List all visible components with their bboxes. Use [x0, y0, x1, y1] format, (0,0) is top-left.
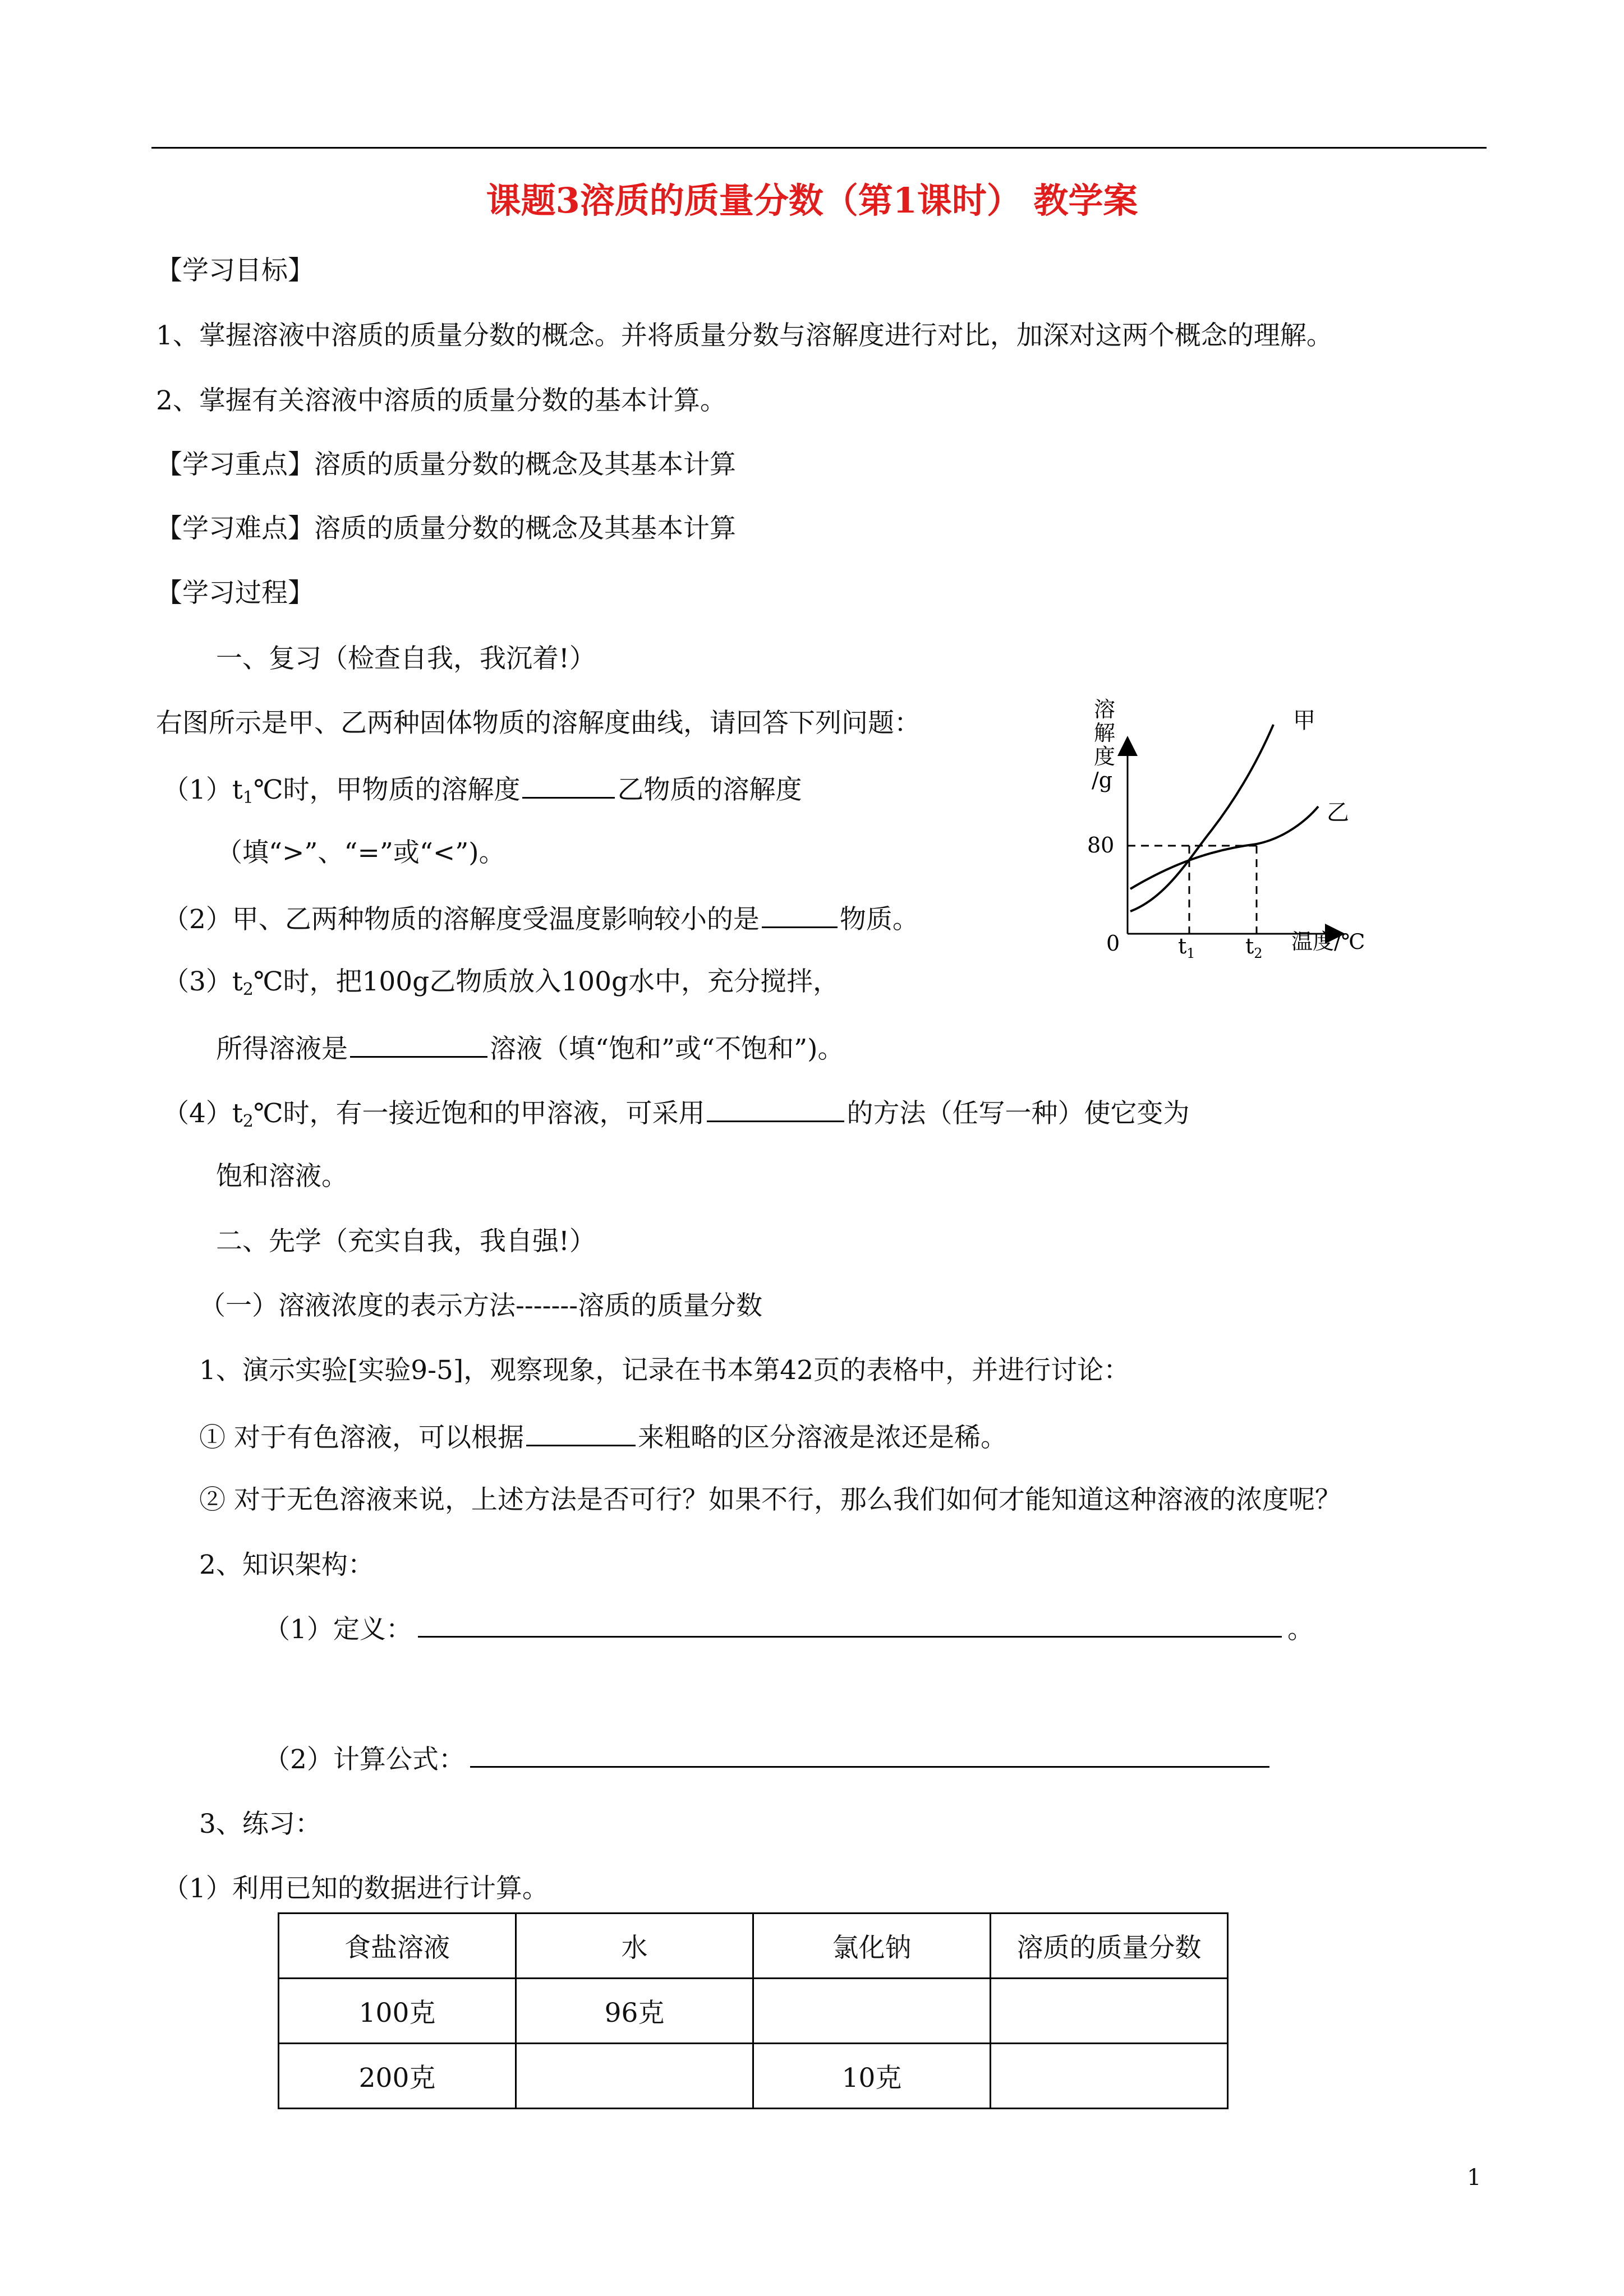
definition-blank[interactable]: [418, 1636, 1282, 1638]
objectives-heading: 【学习目标】: [156, 255, 314, 286]
practice-1: （1）利用已知的数据进行计算。: [163, 1873, 549, 1904]
experiment-question-b: ② 对于无色溶液来说，上述方法是否可行？如果不行，那么我们如何才能知道这种溶液的浓度呢？: [199, 1484, 1341, 1515]
answer-blank-2[interactable]: [762, 902, 838, 928]
review-intro: 右图所示是甲、乙两种固体物质的溶解度曲线，请回答下列问题：: [156, 708, 921, 739]
curve-yi-label: 乙: [1327, 800, 1349, 826]
experiment-question-a: ① 对于有色溶液，可以根据 来粗略的区分溶液是浓还是稀。: [199, 1420, 1007, 1454]
definition-end: 。: [1287, 1614, 1314, 1645]
answer-blank-3[interactable]: [350, 1031, 487, 1058]
question-1: $(1)t_1℃$时，甲物质的溶解度 乙物质的溶解度: [163, 772, 802, 814]
objective-2: 2、掌握有关溶液中溶质的质量分数的基本计算。: [156, 385, 726, 416]
process-heading: 【学习过程】: [156, 578, 314, 608]
key-point-label: 【学习重点】: [156, 449, 314, 480]
y-label-char-2: 解: [1094, 721, 1116, 745]
calculation-table: [278, 1912, 1229, 2109]
difficulty-text: 溶质的质量分数的概念及其基本计算: [314, 513, 736, 544]
solubility-graph: [1077, 695, 1414, 965]
header-cell: 水: [516, 1914, 753, 1979]
header-cell: 溶质的质量分数: [991, 1914, 1228, 1979]
review-heading: 一、复习（检查自我，我沉着!）: [216, 643, 596, 674]
header-cell: 氯化钠: [753, 1914, 991, 1979]
answer-blank-4[interactable]: [707, 1096, 844, 1122]
preview-heading: 二、先学（充实自我，我自强!）: [216, 1226, 596, 1257]
header-cell: 食盐溶液: [279, 1914, 516, 1979]
table-cell[interactable]: [991, 2044, 1228, 2109]
page-number: 1: [1467, 2165, 1482, 2191]
question-4: $(4)t_2℃$时，有一接近饱和的甲溶液，可采用 的方法（任写一种）使它变为: [163, 1096, 1189, 1137]
objective-1: 1、掌握溶液中溶质的质量分数的概念。并将质量分数与溶解度进行对比，加深对这两个概念的理解。: [156, 320, 1333, 351]
table-cell[interactable]: [516, 2044, 753, 2109]
question-1-note: （填“>”、“=”或“<”)。: [216, 837, 505, 868]
x-axis-label: 温度/℃: [1291, 929, 1365, 954]
y-label-char-4: /g: [1092, 768, 1113, 792]
page-title: 课题3溶质的质量分数（第1课时） 教学案: [486, 180, 1138, 221]
key-point: [156, 449, 736, 481]
table-cell[interactable]: [753, 1979, 991, 2044]
answer-blank-5[interactable]: [526, 1420, 636, 1446]
y-tick-80: 80: [1087, 833, 1115, 857]
curve-jia: [1130, 725, 1273, 911]
table-cell: 10克: [753, 2044, 991, 2109]
question-3-cont: 所得溶液是 溶液（填“饱和”或“不饱和”)。: [216, 1031, 844, 1065]
difficulty: [156, 513, 736, 545]
x-tick-t1: $t_1$: [1178, 934, 1195, 961]
experiment-item: 1、演示实验[实验9-5]，观察现象，记录在书本第42页的表格中，并进行讨论：: [199, 1355, 1130, 1386]
knowledge-structure: 2、知识架构：: [199, 1550, 374, 1580]
x-tick-t2: $t_2$: [1245, 934, 1263, 961]
difficulty-label: 【学习难点】: [156, 513, 314, 544]
table-cell: 96克: [516, 1979, 753, 2044]
preview-subheading: （一）溶液浓度的表示方法-------溶质的质量分数: [199, 1290, 763, 1321]
definition-label: （1）定义：: [264, 1614, 412, 1645]
table-cell[interactable]: [991, 1979, 1228, 2044]
table-header-row: [279, 1914, 1228, 1979]
key-point-text: 溶质的质量分数的概念及其基本计算: [314, 449, 736, 480]
table-row: [279, 2044, 1228, 2109]
origin-label: 0: [1106, 931, 1120, 956]
table-row: [279, 1979, 1228, 2044]
y-label-char-3: 度: [1094, 744, 1116, 769]
table-cell: 200克: [279, 2044, 516, 2109]
y-label-char-1: 溶: [1094, 697, 1116, 722]
curve-jia-label: 甲: [1293, 708, 1315, 734]
curve-yi: [1130, 806, 1318, 889]
question-4-cont: 饱和溶液。: [216, 1161, 348, 1192]
header-rule: [151, 147, 1487, 149]
practice-heading: 3、练习：: [199, 1809, 321, 1839]
formula-blank[interactable]: [470, 1766, 1269, 1768]
formula-label: （2）计算公式：: [264, 1744, 465, 1775]
answer-blank-1[interactable]: [522, 772, 615, 799]
table-cell: 100克: [279, 1979, 516, 2044]
question-3: $(3)t_2℃$时，把100g乙物质放入100g水中，充分搅拌，: [163, 966, 840, 999]
question-2: （2）甲、乙两种物质的溶解度受温度影响较小的是 物质。: [163, 902, 919, 935]
